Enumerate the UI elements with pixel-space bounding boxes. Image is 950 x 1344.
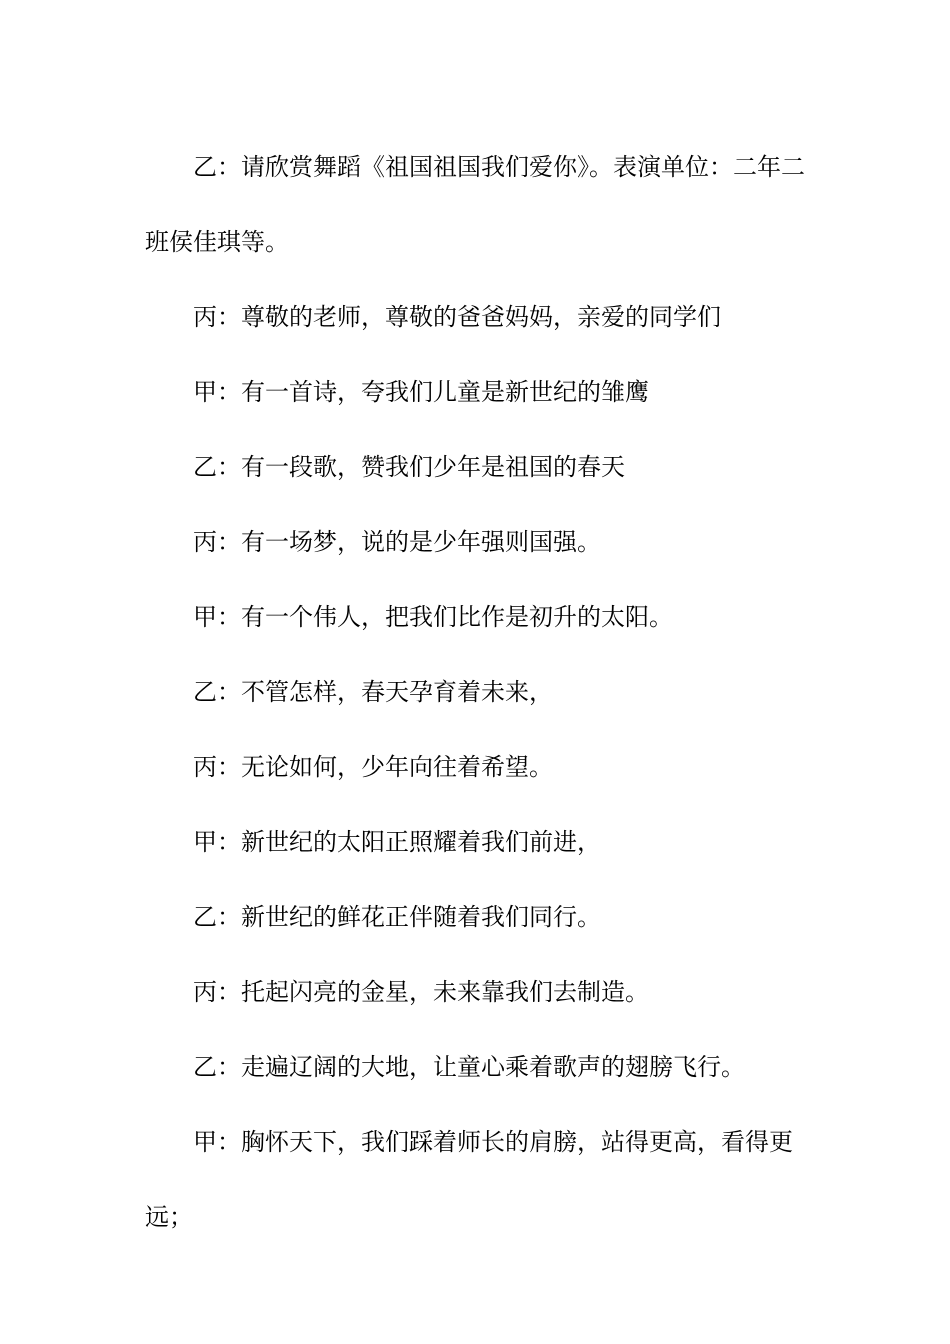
paragraph-1: 乙：请欣赏舞蹈《祖国祖国我们爱你》。表演单位：二年二班侯佳琪等。 (145, 153, 805, 256)
paragraph-9: 甲：新世纪的太阳正照耀着我们前进， (193, 828, 601, 856)
paragraph-8: 丙：无论如何，少年向往着希望。 (193, 753, 553, 781)
paragraph-2: 丙：尊敬的老师，尊敬的爸爸妈妈，亲爱的同学们 (193, 303, 721, 331)
document-body (145, 130, 807, 1255)
paragraph-4: 乙：有一段歌，赞我们少年是祖国的春天 (193, 453, 625, 481)
paragraph-7: 乙：不管怎样，春天孕育着未来， (193, 678, 553, 706)
paragraph-10: 乙：新世纪的鲜花正伴随着我们同行。 (193, 903, 601, 931)
paragraph-12: 乙：走遍辽阔的大地，让童心乘着歌声的翅膀飞行。 (193, 1053, 745, 1081)
paragraph-13: 甲：胸怀天下，我们踩着师长的肩膀，站得更高，看得更远； (145, 1128, 793, 1231)
paragraph-3: 甲：有一首诗，夸我们儿童是新世纪的雏鹰 (193, 378, 649, 406)
paragraph-6: 甲：有一个伟人，把我们比作是初升的太阳。 (193, 603, 673, 631)
paragraph-5: 丙：有一场梦，说的是少年强则国强。 (193, 528, 601, 556)
paragraph-11: 丙：托起闪亮的金星，未来靠我们去制造。 (193, 978, 649, 1006)
